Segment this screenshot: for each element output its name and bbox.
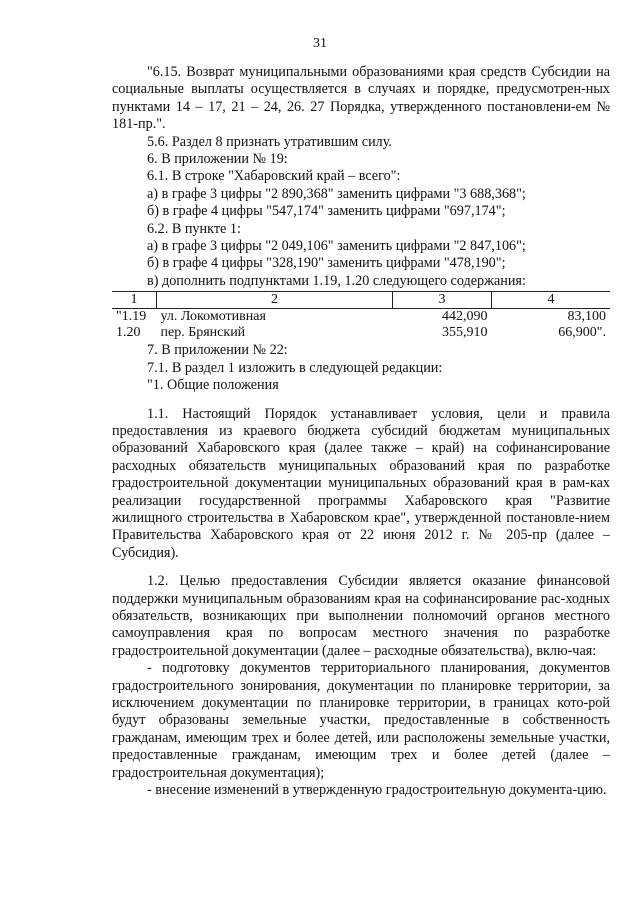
paragraph-6-1-a: а) в графе 3 цифры "2 890,368" заменить цифрами "3 688,368";	[147, 185, 526, 202]
table-header-cell: 2	[157, 292, 393, 309]
paragraph-6: 6. В приложении № 19:	[147, 151, 288, 168]
paragraph-bullet-2: - внесение изменений в утвержденную градостроительную документа-цию.	[147, 782, 607, 799]
subpoints-table	[112, 291, 610, 341]
paragraph-6-2: 6.2. В пункте 1:	[147, 220, 241, 237]
table-row	[112, 309, 610, 326]
page-number: 31	[313, 36, 327, 51]
paragraph-5-6: 5.6. Раздел 8 признать утратившим силу.	[147, 133, 392, 150]
paragraph-6-1-b: б) в графе 4 цифры "547,174" заменить цифрами "697,174";	[147, 203, 506, 220]
table-cell-col4: 83,100	[567, 309, 606, 325]
paragraph-gap	[112, 395, 610, 406]
paragraph-6-2-b: б) в графе 4 цифры "328,190" заменить цифрами "478,190";	[147, 255, 506, 272]
paragraph-gap	[112, 562, 610, 573]
paragraph-7-1: 7.1. В раздел 1 изложить в следующей редакции:	[147, 359, 443, 376]
table-cell-col4: 66,900".	[558, 325, 606, 341]
paragraph-7: 7. В приложении № 22:	[147, 342, 288, 359]
table-cell-number: 1.20	[116, 325, 141, 341]
table-cell-street: пер. Брянский	[160, 325, 246, 341]
paragraph-6-1: 6.1. В строке "Хабаровский край – всего":	[147, 168, 401, 185]
paragraph-1-2: 1.2. Целью предоставления Субсидии является оказание финансовой поддержки муниципальным образованиям края на софинансирование рас-ходных обязательств, возникающих при выполнении полномочий органов местного самоуправления края по вопросам местного значения по разработке градостроительной документации (далее – расходные обязательства), вклю-чая:	[112, 573, 610, 659]
table-cell-col3: 442,090	[442, 309, 488, 325]
table-header-cell: 4	[492, 292, 611, 309]
paragraph-6-15: "6.15. Возврат муниципальными образованиями края средств Субсидии на социальные выплаты осуществляется в случаях и порядке, предусмотрен-ных пунктами 14 – 17, 21 – 24, 26. 27 Порядка, утвержденного постановлени-ем № 181-пр.".	[112, 64, 610, 133]
section-heading: "1. Общие положения	[147, 377, 279, 394]
paragraph-1-1: 1.1. Настоящий Порядок устанавливает условия, цели и правила предоставления из краевого бюджета субсидий бюджетам муниципальных образований Хабаровского края (далее также – край) на софинансирование расходных обязательств муниципальных образований края по разработке градостроительной документации муниципальных образований края в рам-ках реализации государственной программы Хабаровского края "Развитие жилищного строительства в Хабаровском крае", утвержденной постановле-нием Правительства Хабаровского края от 22 июня 2012 г. № 205-пр (далее – Субсидия).	[112, 405, 610, 561]
table-header-cell: 3	[393, 292, 492, 309]
table-row	[112, 325, 610, 341]
paragraph-6-2-a: а) в графе 3 цифры "2 049,106" заменить цифрами "2 847,106";	[147, 238, 526, 255]
table-header-row	[112, 292, 610, 309]
paragraph-6-2-v: в) дополнить подпунктами 1.19, 1.20 следующего содержания:	[147, 272, 526, 289]
document-body	[112, 64, 610, 799]
table-header-cell: 1	[112, 292, 157, 309]
table-cell-street: ул. Локомотивная	[160, 309, 266, 325]
table-cell-col3: 355,910	[442, 325, 488, 341]
paragraph-bullet-1: - подготовку документов территориального планирования, документов градостроительного зонирования, документации по планировке территории, за исключением документации по планировке территории, в границах кото-рой будут образованы земельные участки, предоставленные в собственность гражданам, имеющим трех и более детей, или расположены земельные участки, предоставленные гражданам, имеющим трех и более детей (далее – градостроительная документация);	[112, 660, 610, 781]
table-cell-number: "1.19	[116, 309, 147, 325]
